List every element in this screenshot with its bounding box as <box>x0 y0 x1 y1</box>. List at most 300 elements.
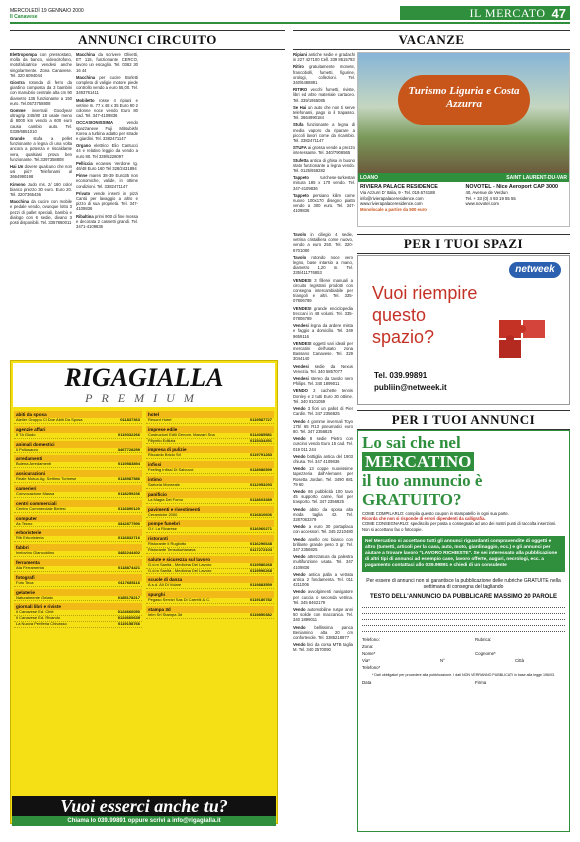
directory-entry[interactable] <box>146 483 274 489</box>
ad-headline: Vendo <box>293 607 308 612</box>
classified-ad <box>293 52 355 62</box>
vacanze-title: VACANZE <box>293 30 570 50</box>
directory-category: animali domestici <box>14 441 142 448</box>
directory-entry[interactable] <box>146 548 274 554</box>
annunci-coupon <box>357 430 570 832</box>
entry-name: Il Canavese Ed. Rivarolo <box>16 615 61 621</box>
headline-part1: Lo sai che nel <box>362 433 461 452</box>
text-line[interactable] <box>362 626 565 632</box>
section-title: IL MERCATO <box>469 5 546 20</box>
entry-name: As Tecno <box>16 520 33 526</box>
entry-name: La Nuova Periferia Chivasso <box>16 620 67 626</box>
netweek-contact <box>374 370 447 394</box>
classified-ad <box>293 642 353 652</box>
ad-headline: Mobiletto <box>76 97 99 103</box>
entry-phone: 0119791283 <box>249 452 272 458</box>
directory-category: infissi <box>146 461 274 468</box>
ad-text: funzionante a legna di media vaporo da riparare a piccoli lavori come da ricambio. Tel. 3382471147 <box>293 122 355 144</box>
coastal-town-image <box>358 53 569 173</box>
ad-headline: Vendo <box>293 536 309 542</box>
ad-text: stereo da tavolo nero Philips. Tel. 340 1899011 <box>293 376 353 387</box>
page-number: 47 <box>551 5 566 21</box>
zona-field[interactable]: Zona: <box>362 643 374 649</box>
ad-text: in ciliegio 4 sedie, vetrina cristalliera come nuovo, vendo a euro 250. Tel. 320-6701080 <box>293 232 353 253</box>
entry-phone: 0115434491 <box>249 437 272 443</box>
ad-headline: Organo <box>76 143 94 149</box>
netweek-logo: netweek <box>509 262 561 278</box>
ad-text: 86 pubblicità 100 tavo 45 supporto carne, fiori per trasporto. Tel. 347 2356825 <box>293 488 353 505</box>
hotel-right-name: NOVOTEL - Nice Aeroport CAP 3000 <box>465 184 558 190</box>
ad-text: antica palla a vetrata antica 2 fondamenta. Tel. 011 4211006 <box>293 571 353 588</box>
ad-headline: Grande <box>10 136 34 142</box>
ad-headline: Stufa <box>293 122 307 128</box>
ad-headline: Ritiro <box>293 64 310 70</box>
ad-text: gratuitamente monete, francobolli, fumetti, figurine, orologi, collezioni. Tel. 340/6488891 <box>293 64 355 86</box>
ad-text: a euro 30 portaplaca con accessori. Tel. 345 2210480 <box>293 524 353 535</box>
directory-entry[interactable] <box>146 527 274 533</box>
classified-ad <box>293 572 353 588</box>
cognome-field[interactable]: Cognome* <box>475 650 496 656</box>
directory-entry[interactable] <box>146 439 274 445</box>
hotel-left-address: Via Azzurri D' Italia, 9 - Tel. 019.674188 <box>360 190 435 196</box>
entry-phone: 0124666050 <box>117 609 140 615</box>
ad-headline: Stufetta <box>293 157 310 163</box>
directory-entry[interactable] <box>14 566 142 572</box>
directory-entry[interactable] <box>14 551 142 557</box>
entry-phone: 3467728259 <box>117 446 140 452</box>
tel-field[interactable]: Telefono: <box>362 636 380 642</box>
ad-text: 13 coppe nuovissime tapezzeria dall'Alemans per Rosetta Jordan. Tel. 3490 681 79 60 <box>293 466 354 487</box>
entry-name: Buiena Arredamenti <box>16 461 52 467</box>
citta-field[interactable]: Città <box>514 657 525 663</box>
ad-text: vecchi fumetti, riviste, libri ed altro materiale cartaceo. Tel. 339/1955085 <box>293 87 355 103</box>
directory-category: agenzie affari <box>14 426 142 433</box>
directory-entry[interactable] <box>14 492 142 498</box>
entry-phone: 0119586268 <box>249 561 272 567</box>
classified-ad <box>293 122 355 143</box>
directory-entry[interactable] <box>14 477 142 483</box>
classified-ad <box>293 323 353 339</box>
directory-category: camerieri <box>14 485 142 492</box>
netweek-email[interactable]: publiin@netweek.it <box>374 383 447 392</box>
ad-text: grande enciclopedia treccani in 48 volumi. Tel. 335-07806789 <box>293 305 353 322</box>
ad-text: 3 fillerei manuali a circuito registrati prodotti con consegna intercambiabile per triangoli e altri. Tel. 335-07806789 <box>293 277 353 304</box>
ad-text: bellissima panca Beniamino alta 20 cm confortevole. Tel. 3385218977 <box>293 624 353 641</box>
coupon-row-1 <box>358 636 569 643</box>
ad-text: un auto che non ti serve telefonami, pago io il trapasso. Tel. 3664990184 <box>293 104 355 121</box>
directory-entry[interactable] <box>146 453 274 459</box>
hotel-left-name: RIVIERA PALACE RESIDENCE <box>360 184 438 190</box>
classified-ad <box>293 341 353 362</box>
ad-text: bottiglia antica del 1903 chiusa. Tel. 347 4109836 <box>293 453 353 464</box>
ad-headline: VENDESI <box>293 277 315 283</box>
entry-name: Ristorante Tensokurtanava <box>148 546 196 552</box>
classified-ad <box>76 191 138 212</box>
ad-headline: Macchina <box>76 74 100 80</box>
directory-category: impresa di pulizie <box>146 446 274 453</box>
entry-name: Foto Teca <box>16 579 34 585</box>
entry-name: La Magia Del Forno <box>148 496 184 502</box>
classified-ad <box>10 52 72 78</box>
directory-category: scuole di danza <box>146 576 274 583</box>
hotel-left-email: info@rivierapalaceresidence.com <box>360 195 424 201</box>
headline-part2: il tuo annuncio è GRATUITO? <box>362 471 483 509</box>
ad-headline: Vendo <box>293 488 309 494</box>
entry-phone: 0116832716 <box>117 535 140 541</box>
classified-ad <box>10 182 72 198</box>
directory-entry[interactable] <box>146 613 274 619</box>
ad-text: persiano kilim come nuovo 100x170 disegno piatto vendo a 300 euro. Tel. 347-4109836 <box>293 192 355 214</box>
ad-headline: Vendo <box>293 642 308 648</box>
classified-ad <box>293 175 355 191</box>
entry-phone: 0118259236 <box>117 490 140 496</box>
header-rule <box>10 22 570 24</box>
vuoi-esserci-banner: Vuoi esserci anche tu? <box>12 796 276 817</box>
directory-category: hotel <box>146 411 274 418</box>
ad-text: per cucire Borletti completa di valigie motore piede controllo vendo a euro 55,00. Tel. 3493761411 <box>76 74 138 96</box>
ad-text: abito da sposa alta moda taglia 42. Tel. 3287063379 <box>293 506 354 522</box>
premium-wordmark: PREMIUM <box>85 390 203 405</box>
directory-entry[interactable] <box>14 433 142 439</box>
directory-column-1 <box>14 409 142 628</box>
classified-ad <box>293 232 353 253</box>
directory-entry[interactable] <box>146 569 274 575</box>
ad-text: rotonda di ferro da giardino composta da 3 bambini con manubrio centrale alta cm 90 diametro 135 funzionante a 150 euro. Tel.0573758808 <box>10 80 72 106</box>
ad-text: turchese-turkestan misura 185 x 170 vendo. Tel. 347-4109836 <box>293 175 355 191</box>
entry-name: Resord Hotel <box>148 417 172 422</box>
annunci-circuito-section <box>10 30 285 50</box>
entry-phone: 0116296648 <box>249 541 272 547</box>
entry-phone: 0116810606 <box>249 511 272 517</box>
classified-ad <box>76 173 138 189</box>
classified-ad <box>293 507 353 523</box>
directory-category: fabbri <box>14 544 142 551</box>
ricorda-note: Ricorda che non si risponde di errori dipendenti da calligrafia. <box>362 516 486 522</box>
directory-entry[interactable] <box>14 462 142 468</box>
directory-entry[interactable] <box>14 448 142 454</box>
classified-ad <box>76 143 138 159</box>
entry-name: Ristorante Il Rugliotto <box>148 541 187 547</box>
entry-name: G.d.m Sanità - Medicina Del Lavoro <box>148 561 212 567</box>
entry-name: Il Pollosauro <box>16 446 39 452</box>
directory-category: fotografi <box>14 574 142 581</box>
directory-entry[interactable] <box>14 581 142 587</box>
directory-category: assicurazioni <box>14 470 142 477</box>
ads-column-4 <box>293 232 353 655</box>
ad-headline: Macchina <box>76 52 99 57</box>
ad-headline: VENDO <box>293 388 314 394</box>
vacanze-advert[interactable] <box>357 52 570 227</box>
vacanze-section <box>293 30 570 50</box>
entry-name: Ceramiche 2000 <box>148 511 178 517</box>
entry-phone: 0119158766 <box>117 620 140 626</box>
ad-text: rotondo noce vero legno, base intarsio a mano, diametro 1,20 m. Tel. 335/411776853 <box>293 254 353 276</box>
netweek-advert[interactable] <box>357 255 570 405</box>
classified-ad <box>293 589 353 605</box>
ad-text: stufa a pellet funzionante a legna di una volta ancora a potenza e riscaldante vera, qualsiasi prova ben funzionante. Tel.3397358808 <box>10 136 73 162</box>
privacy-note: * Dati obbligatori per procedere alla pubblicazione. I dati NON VERRANNO PUBBLICATI in base alla legge 196/03. <box>371 672 556 677</box>
entry-phone: 0119850382 <box>249 611 272 617</box>
ad-headline: Vendesi <box>293 363 315 369</box>
directory-category: intimo <box>146 476 274 483</box>
publication-note: Per essere di annunci non si garantisce la pubblicazione delle rubriche GRATUITE nella settimana di consegna del tagliando <box>366 577 561 590</box>
directory-entry[interactable] <box>146 468 274 474</box>
classified-ad <box>293 466 353 487</box>
entry-phone: 0117272103 <box>249 546 272 552</box>
directory-entry[interactable] <box>14 536 142 542</box>
directory-entry[interactable] <box>14 418 142 424</box>
directory-entry[interactable] <box>14 622 142 628</box>
ad-headline: Vendo <box>293 436 310 442</box>
ad-headline: Se Hai <box>293 104 308 110</box>
ad-text: mares 38-39 Euro35 non economiche, valide, in ottime condizioni. Tel. 3382471147 <box>76 173 138 189</box>
netweek-phone: Tel. 039.99891 <box>374 371 428 380</box>
telefono-field[interactable]: Telefono* <box>362 664 381 670</box>
directory-entry[interactable] <box>14 522 142 528</box>
ad-text: da scrivere Olivetti, ET 115, funzionante CERCO, lavoro un escaglio. Tel. 0362 30 16 44 <box>76 52 138 73</box>
firma-field[interactable]: Firma <box>475 680 487 686</box>
come-compilarlo: COME COMPILARLO: compila questo coupon in stampatello in ogni sua parte. <box>362 511 509 516</box>
ad-headline: Tavolo <box>293 232 311 237</box>
ads-column-3 <box>293 52 355 216</box>
classified-ad <box>76 214 138 230</box>
ad-text: da cucire con mobile e pedale vendo, ovunque lotto 3 pezzi di pallet speciali, bambù e dialogo con 6 sedie, divano 3 posti disponibili. Tel. 3357860011 <box>10 199 73 226</box>
ad-text: vendo spazzaneve Fuji Mitsubishi Korea a turbina adatto per strade e giardini. Tel. 3382471147 <box>76 120 138 142</box>
testo-heading: TESTO DELL'ANNUNCIO DA PUBBLICARE MASSIMO 20 PAROLE <box>370 593 557 600</box>
ad-text: 2 cachette tennis Donley e 2 tutti Euro 30 ottime. Tel. 340 0101059 <box>293 388 353 404</box>
hotel-details <box>358 182 569 214</box>
coupon-row-3 <box>358 650 569 657</box>
ad-headline: Vendesi <box>293 323 311 329</box>
directory-entry[interactable] <box>146 498 274 504</box>
puzzle-icon <box>495 314 555 360</box>
directory-category: pavimenti e rivestimenti <box>146 506 274 513</box>
ad-headline: Ripiani <box>293 52 309 57</box>
ad-text: legna da ardere mista e faggio a domicilio. Tel. 349 9659116 <box>293 323 353 339</box>
directory-category: abiti da sposa <box>14 411 142 418</box>
entry-phone: 0118874421 <box>117 564 140 570</box>
ad-headline: Giostra <box>10 80 29 86</box>
classified-ad <box>293 436 353 452</box>
ad-headline: Vendo <box>293 453 308 459</box>
entry-name: Atelier Gruppo Ci Due Abiti Da Sposa <box>16 417 83 422</box>
ad-headline: VENDESI <box>293 305 315 311</box>
entry-phone: 3342877590 <box>117 520 140 526</box>
classified-ad <box>10 136 72 162</box>
classified-ad <box>293 255 353 276</box>
entry-name: Riccardo Bricio Srl <box>148 452 181 458</box>
entry-phone: 0119883559 <box>249 582 272 588</box>
directory-entry[interactable] <box>146 583 274 589</box>
ad-headline: Tavolo <box>293 254 312 260</box>
annunci-section <box>357 410 570 430</box>
spazi-title: PER I TUOI SPAZI <box>357 234 570 254</box>
directory-category: pompe funebri <box>146 520 274 527</box>
directory-category: ferramenta <box>14 559 142 566</box>
directory-entry[interactable] <box>146 513 274 519</box>
ad-text: 4 gomme invernali Toyo 175/ 65 R13 pneumatici euro 80. Tel. 347 2356825 <box>293 418 353 434</box>
page-header-left <box>10 8 84 20</box>
classified-ad <box>10 108 72 134</box>
entry-phone: 0118987586 <box>117 476 140 482</box>
entry-phone: 0118603389 <box>249 496 272 502</box>
ad-headline: Vendo <box>293 418 308 424</box>
nr-field[interactable]: N° <box>440 657 445 663</box>
ad-headline: Vendo <box>293 571 309 577</box>
entry-name: Il Tà Giudo <box>16 431 36 437</box>
entry-phone: 0119332266 <box>117 431 140 437</box>
directory-category: computer <box>14 515 142 522</box>
entry-phone: 0116960271 <box>249 526 272 532</box>
directory-category: gelaterie <box>14 589 142 596</box>
ad-text: avvolgimenti navigatore per cuccia o seconda vetrina. Tel. 345 8462179 <box>293 589 354 605</box>
hotel-right-address2: Tel. + 33 (0) 4 93 19 55 55 <box>465 195 516 201</box>
classified-ad <box>293 554 353 570</box>
coupon-headline <box>358 431 569 511</box>
ad-text: antiche sedie e gradachi in 227 427100 Cell. 339 8515793 <box>293 52 355 63</box>
classified-ad <box>10 164 72 180</box>
classified-ad <box>293 419 353 435</box>
entry-name: Pegaso Servizi Sas Di Carrelli & C. <box>148 597 211 603</box>
rigagialla-premium-box <box>10 360 278 824</box>
ad-headline: Privato <box>76 190 94 196</box>
ad-text: ecowow Verdone tg. 46/48 Euro 160 Tel 328/2431894 <box>76 160 138 172</box>
classified-ad <box>293 625 353 641</box>
ad-text: automobiline ruspe anni 50 solide con maccanica. Tel. 340 1899011 <box>293 607 353 623</box>
ad-text: bici da corsa MTB taglia M. Tel. 340 2570090 <box>293 642 353 653</box>
ad-headline: Vendesi <box>293 376 311 382</box>
entry-name: Ielm Srl Stampa 3d <box>148 611 183 617</box>
entry-name: Rib Erboristeria <box>16 535 44 541</box>
directory-entry[interactable] <box>14 596 142 602</box>
entry-phone: 0112953293 <box>249 481 272 487</box>
ad-headline: Kimono <box>10 181 28 187</box>
entry-name: Costruzioni Edili Genom. Marzari Sna <box>148 431 215 437</box>
ad-text: con pressostato, molla da banco, videocitofono, motofalciatrice vendesi anche singolarmente. Zona Canavese. Tel. 320 6094044 <box>10 52 72 78</box>
directory-category: panificio <box>146 491 274 498</box>
ad-headline: Vendo <box>293 524 309 530</box>
entry-phone: 0119587727 <box>249 417 272 422</box>
via-field[interactable]: Via* <box>362 657 370 663</box>
classified-ad <box>293 306 353 322</box>
ad-headline: Gomme <box>10 108 32 114</box>
rigagialla-directory <box>11 409 277 628</box>
entry-phone: 0119596268 <box>249 567 272 573</box>
publication-name: Il Canavese <box>10 14 38 20</box>
hotel-right-web: www.novotel.com <box>465 201 499 207</box>
directory-category: erboristerie <box>14 529 142 536</box>
data-field[interactable]: Data <box>362 680 372 686</box>
ad-headline: Vendo <box>293 466 310 472</box>
entry-phone: 3482244402 <box>117 550 140 556</box>
page-header-right <box>400 6 570 20</box>
spazi-section <box>357 234 570 254</box>
classified-ad <box>10 80 72 106</box>
ad-text: invernali Goodyear ultragrip 245/80 18 usate meno di 8000 km vendo a 600 euro causa cambio auto. Tel. 0339/6851010 <box>10 108 72 134</box>
come-consegnarlo: COME CONSEGNARLO: spediscilo per posta o consegnalo ad uno dei nostri punti di raccolta inserzioni. Non si accettano fax o fotocopie. <box>362 521 557 532</box>
classified-ad <box>76 75 138 96</box>
ad-headline: Macchina <box>10 199 32 205</box>
entry-phone: 0118986599 <box>249 467 272 473</box>
entry-phone: 0114085581 <box>249 431 272 437</box>
ad-text: dovere qualcuno che non usi più? Telefonami al 3664990198 <box>10 164 72 180</box>
directory-entry[interactable] <box>146 598 274 604</box>
classified-ad <box>293 158 355 174</box>
entry-name: Naturalmente Gelato <box>16 594 53 600</box>
classified-ad <box>293 537 353 553</box>
mercatino-badge: MERCATINO <box>362 452 474 471</box>
classified-ad <box>293 193 355 214</box>
directory-category: spurghi <box>146 591 274 598</box>
rigagialla-wordmark: RIGAGIALLA <box>64 362 224 392</box>
ad-headline: Pinne <box>76 173 90 179</box>
entry-phone: 0124660639 <box>117 615 140 621</box>
entry-phone: 011837363 <box>120 417 140 422</box>
directory-entry[interactable] <box>14 507 142 513</box>
coupon-row-2 <box>358 643 569 650</box>
annunci-title: PER I TUOI ANNUNCI <box>357 410 570 430</box>
rubrica-field[interactable]: Rubrica: <box>475 636 492 642</box>
directory-category: salute e sicurezza sul lavoro <box>146 556 274 563</box>
directory-column-2 <box>146 409 274 628</box>
turismo-badge: Turismo Liguria e Costa Azzurra <box>398 75 530 125</box>
classified-ad <box>293 278 353 304</box>
ad-headline: Elettropompa <box>10 52 40 57</box>
ad-text: primi 900 di fine mossa e decorata 2 cassetti grandi. Tel. 3471-4109836 <box>76 213 138 230</box>
directory-category: giornali libri e riviste <box>14 603 142 610</box>
classified-ad <box>293 406 353 416</box>
entry-name: Inelovino Giancoldino <box>16 550 55 556</box>
entry-name: G.d.m Sanità - Medicina Del Lavoro <box>148 567 212 573</box>
classified-ad <box>293 145 355 155</box>
nome-field[interactable]: Nome* <box>362 650 376 656</box>
ad-text: ai grossa vende a prezzo interessante. Tel. 340/7906565 <box>293 145 355 156</box>
entry-phone: 0185178217 <box>117 594 140 600</box>
classified-ad <box>76 120 138 141</box>
ad-headline: Vendo <box>293 406 308 412</box>
ad-text: 8 sedie Pietro con cuscino vendo Euro 15 cad. Tel. 019 011 244 <box>293 436 353 452</box>
ad-text: elettrico Elio Cantucci 44 e relativo leggio da vendo a euro 80. Tel 339/5228097 <box>76 143 138 159</box>
issue-date: MERCOLEDÌ 19 GENNAIO 2000 <box>10 8 84 14</box>
ad-text: Judo ms. 2/ 160 color bianco prezzo 30 euro. Euro 20. Tel. 3207365436 <box>10 181 72 198</box>
classified-ad <box>293 524 353 534</box>
directory-entry[interactable] <box>146 418 274 424</box>
classified-ad <box>76 52 138 73</box>
region-left: LOANO <box>360 175 379 181</box>
ad-text: vende inserti in pizzi Cantù per lavaggio a altro e pizzo di sua proprietà. Tel. 347-4109836 <box>76 190 138 212</box>
classified-ad <box>10 199 72 225</box>
ad-headline: Hai Un <box>10 164 25 170</box>
classified-ad <box>293 607 353 623</box>
directory-category: imprese edile <box>146 426 274 433</box>
entry-name: A.s.d. Alì Di Volare <box>148 582 182 588</box>
entry-phone: 0117685116 <box>118 579 140 585</box>
annunci-circuito-title: ANNUNCI CIRCUITO <box>10 30 285 50</box>
hotel-left-web: www.rivierapalaceresidence.com <box>360 201 423 207</box>
directory-category: stampa 3d <box>146 606 274 613</box>
ad-headline: Vendo <box>293 506 310 512</box>
region-bar <box>358 173 569 182</box>
ad-headline: Vendo <box>293 624 315 630</box>
entry-name: Feeling Infissi Di Salvucci <box>148 467 194 473</box>
ad-headline: VENDESI <box>293 340 313 346</box>
rigagialla-logo <box>13 363 275 407</box>
ad-headline: Ribaltina <box>76 213 95 219</box>
chiama-banner[interactable]: Chiama lo 039.99891 oppure scrivi a info@rigagialla.it <box>12 816 276 826</box>
directory-category: centri commerciali <box>14 500 142 507</box>
ad-headline: Tappeto <box>293 175 321 181</box>
directory-category: arredamenti <box>14 455 142 462</box>
